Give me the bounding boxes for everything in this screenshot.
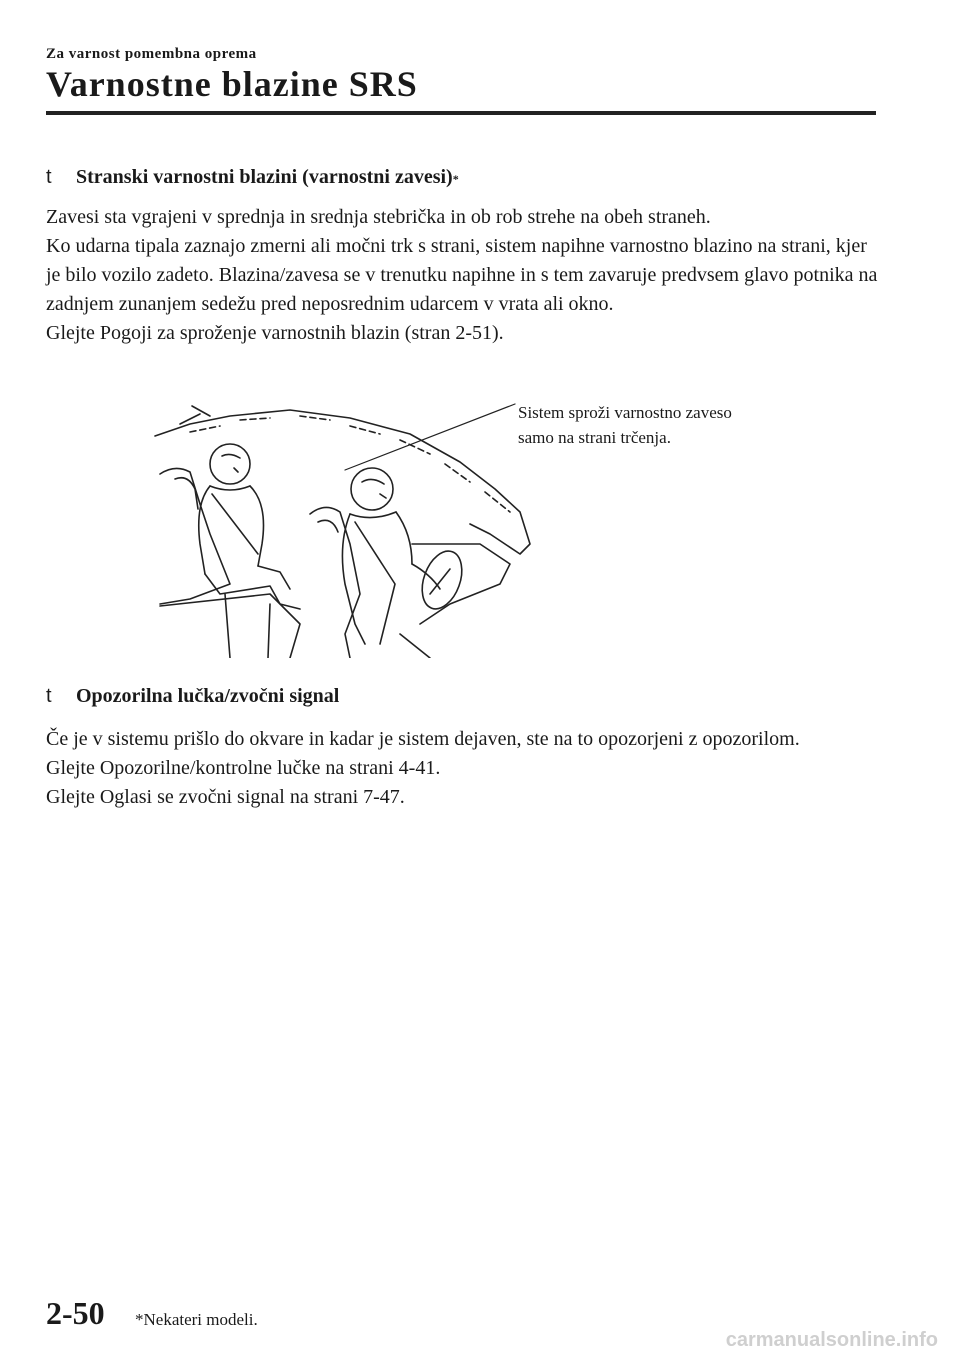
section-heading-warning-light [46, 685, 339, 708]
section-marker-icon: t [46, 685, 52, 707]
callout-line: samo na strani trčenja. [518, 428, 671, 447]
paragraph-reference: Glejte Oglasi se zvočni signal na strani 7-47. [46, 786, 405, 808]
paragraph: Če je v sistemu prišlo do okvare in kadar je sistem dejaven, ste na to opozorjeni z opozorilom. [46, 728, 800, 750]
section-heading-text: Stranski varnostni blazini (varnostni zavesi) [76, 166, 453, 188]
watermark: carmanualsonline.info [725, 1329, 938, 1351]
footnote: *Nekateri modeli. [135, 1310, 258, 1329]
paragraph-reference: Glejte Pogoji za sproženje varnostnih blazin (stran 2-51). [46, 322, 504, 344]
section-heading-curtain-airbags [46, 166, 459, 189]
paragraph: Zavesi sta vgrajeni v sprednja in srednja stebrička in ob rob strehe na obeh straneh. [46, 206, 711, 228]
footnote-asterisk: * [452, 172, 459, 186]
title-rule [46, 111, 876, 115]
section-kicker: Za varnost pomembna oprema [46, 46, 257, 62]
page-title: Varnostne blazine SRS [46, 64, 418, 104]
paragraph: Ko udarna tipala zaznajo zmerni ali močni trk s strani, sistem napihne varnostno blazino na strani, kjer je bilo vozilo zadeto. Blazina/zavesa se v trenutku napihne in s tem zavaruje predvsem glavo potnika na zadnjem zunanjem sedežu pred neposrednim udarcem v vrata ali okno. [46, 235, 878, 315]
section-body-warning-light [46, 725, 806, 812]
callout-line: Sistem sproži varnostno zaveso [518, 403, 732, 422]
section-body-curtain-airbags [46, 203, 886, 348]
paragraph-reference: Glejte Opozorilne/kontrolne lučke na strani 4-41. [46, 757, 441, 779]
page-number: 2-50 [46, 1295, 105, 1331]
section-marker-icon: t [46, 166, 52, 188]
section-heading-text: Opozorilna lučka/zvočni signal [76, 685, 340, 707]
illustration-callout [518, 400, 732, 450]
